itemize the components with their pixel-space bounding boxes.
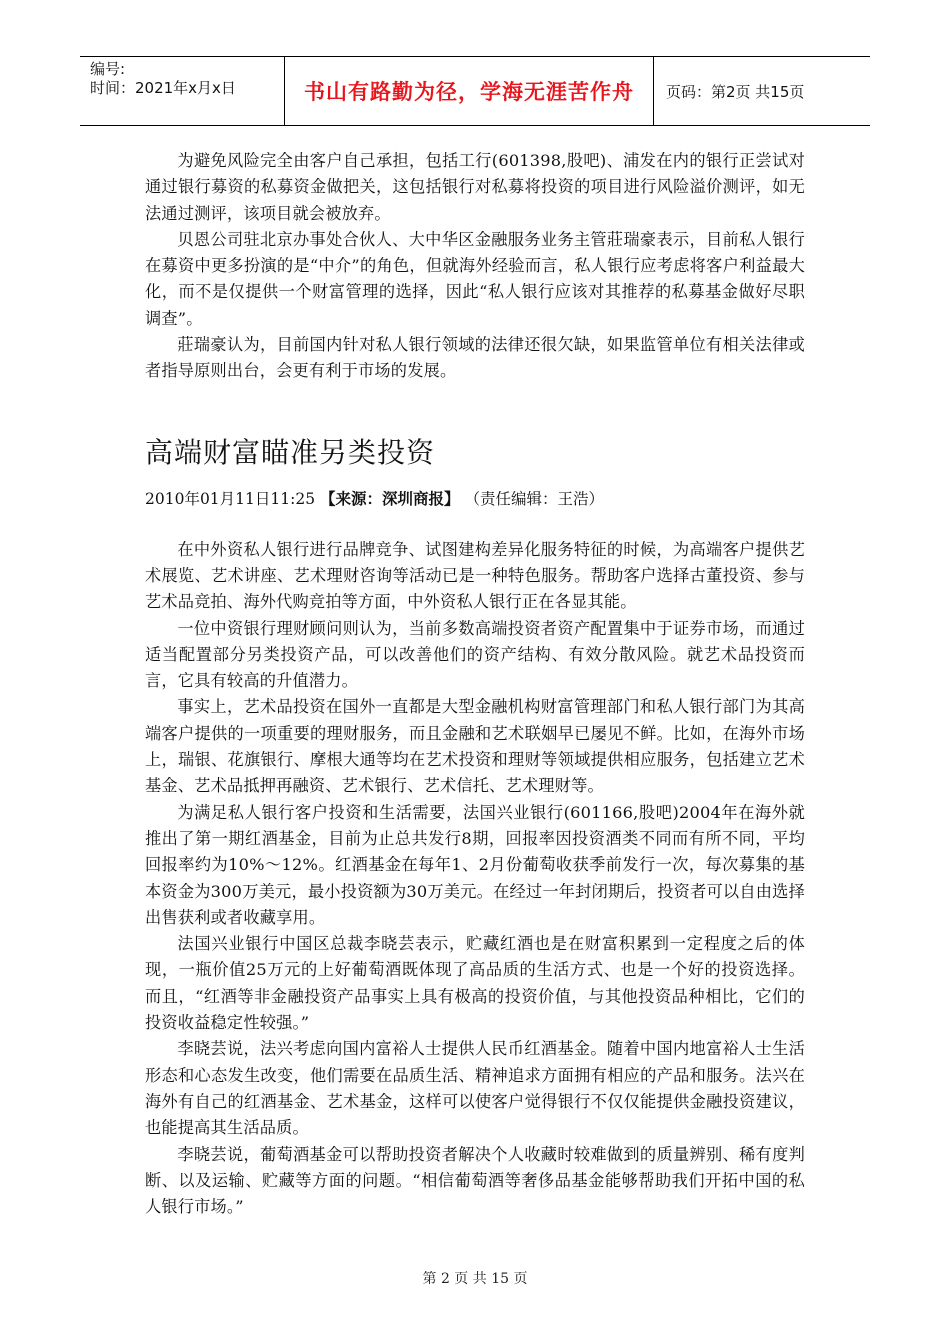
- header-motto: 书山有路勤为径，学海无涯苦作舟: [284, 57, 654, 125]
- article-paragraph: 事实上，艺术品投资在国外一直都是大型金融机构财富管理部门和私人银行部门为其高端客户提供的一项重要的理财服务，而且金融和艺术联姻早已屡见不鲜。比如，在海外市场上，瑞银、花旗银行、摩根大通等均在艺术投资和理财等领域提供相应服务，包括建立艺术基金、艺术品抵押再融资、艺术银行、艺术信托、艺术理财等。: [145, 697, 805, 796]
- body-paragraph: 莊瑞豪认为，目前国内针对私人银行领域的法律还很欠缺，如果监管单位有相关法律或者指导原则出台，会更有利于市场的发展。: [145, 335, 805, 381]
- article-paragraph: 为满足私人银行客户投资和生活需要，法国兴业银行(601166,股吧)2004年在海外就推出了第一期红酒基金，目前为止总共发行8期，回报率因投资酒类不同而有所不同，平均回报率约为10%～12%。红酒基金在每年1、2月份葡萄收获季前发行一次，每次募集的基本资金为300万美元，最小投资额为30万美元。在经过一年封闭期后，投资者可以自由选择出售获利或者收藏享用。: [145, 802, 805, 927]
- article-title: 高端财富瞄准另类投资: [145, 435, 436, 469]
- header-time-label: 时间：2021年x月x日: [90, 79, 236, 97]
- header-meta: [80, 57, 284, 125]
- page-content: [145, 148, 805, 1220]
- article-paragraph: 李晓芸说，葡萄酒基金可以帮助投资者解决个人收藏时较难做到的质量辨别、稀有度判断、以及运输、贮藏等方面的问题。“相信葡萄酒等奢侈品基金能够帮助我们开拓中国的私人银行市场。”: [145, 1144, 805, 1217]
- article-paragraph: 在中外资私人银行进行品牌竞争、试图建构差异化服务特征的时候，为高端客户提供艺术展览、艺术讲座、艺术理财咨询等活动已是一种特色服务。帮助客户选择古董投资、参与艺术品竞拍、海外代购竞拍等方面，中外资私人银行正在各显其能。: [145, 539, 805, 612]
- header-page-info: 页码：第2页 共15页: [666, 82, 805, 101]
- body-paragraph: 贝恩公司驻北京办事处合伙人、大中华区金融服务业务主管莊瑞豪表示，目前私人银行在募资中更多扮演的是“中介”的角色，但就海外经验而言，私人银行应考虑将客户利益最大化，而不是仅提供一个财富管理的选择，因此“私人银行应该对其推荐的私募基金做好尽职调查”。: [145, 229, 805, 328]
- article-date: 2010年01月11日11:25: [145, 489, 316, 508]
- article-editor: （责任编辑：王浩）: [464, 489, 604, 508]
- body-paragraph: 为避免风险完全由客户自己承担，包括工行(601398,股吧)、浦发在内的银行正尝试对通过银行募资的私募资金做把关，这包括银行对私募将投资的项目进行风险溢价测评，如无法通过测评，该项目就会被放弃。: [145, 151, 805, 223]
- article-meta: [145, 487, 805, 511]
- article-paragraph: 李晓芸说，法兴考虑向国内富裕人士提供人民币红酒基金。随着中国内地富裕人士生活形态和心态发生改变，他们需要在品质生活、精神追求方面拥有相应的产品和服务。法兴在海外有自己的红酒基金、艺术基金，这样可以使客户觉得银行不仅仅能提供金融投资建议，也能提高其生活品质。: [145, 1039, 805, 1138]
- header-number-label: 编号:: [90, 60, 126, 78]
- article-paragraph: 法国兴业银行中国区总裁李晓芸表示，贮藏红酒也是在财富积累到一定程度之后的体现，一瓶价值25万元的上好葡萄酒既体现了高品质的生活方式、也是一个好的投资选择。而且，“红酒等非金融投资产品事实上具有极高的投资价值，与其他投资品种相比，它们的投资收益稳定性较强。”: [145, 934, 805, 1033]
- page-header: [80, 56, 870, 126]
- page-footer: 第 2 页 共 15 页: [422, 1271, 528, 1287]
- article-paragraph: 一位中资银行理财顾问则认为，当前多数高端投资者资产配置集中于证券市场，而通过适当配置部分另类投资产品，可以改善他们的资产结构、有效分散风险。就艺术品投资而言，它具有较高的升值潜力。: [145, 618, 805, 691]
- article-source: 【来源：深圳商报】: [320, 488, 460, 508]
